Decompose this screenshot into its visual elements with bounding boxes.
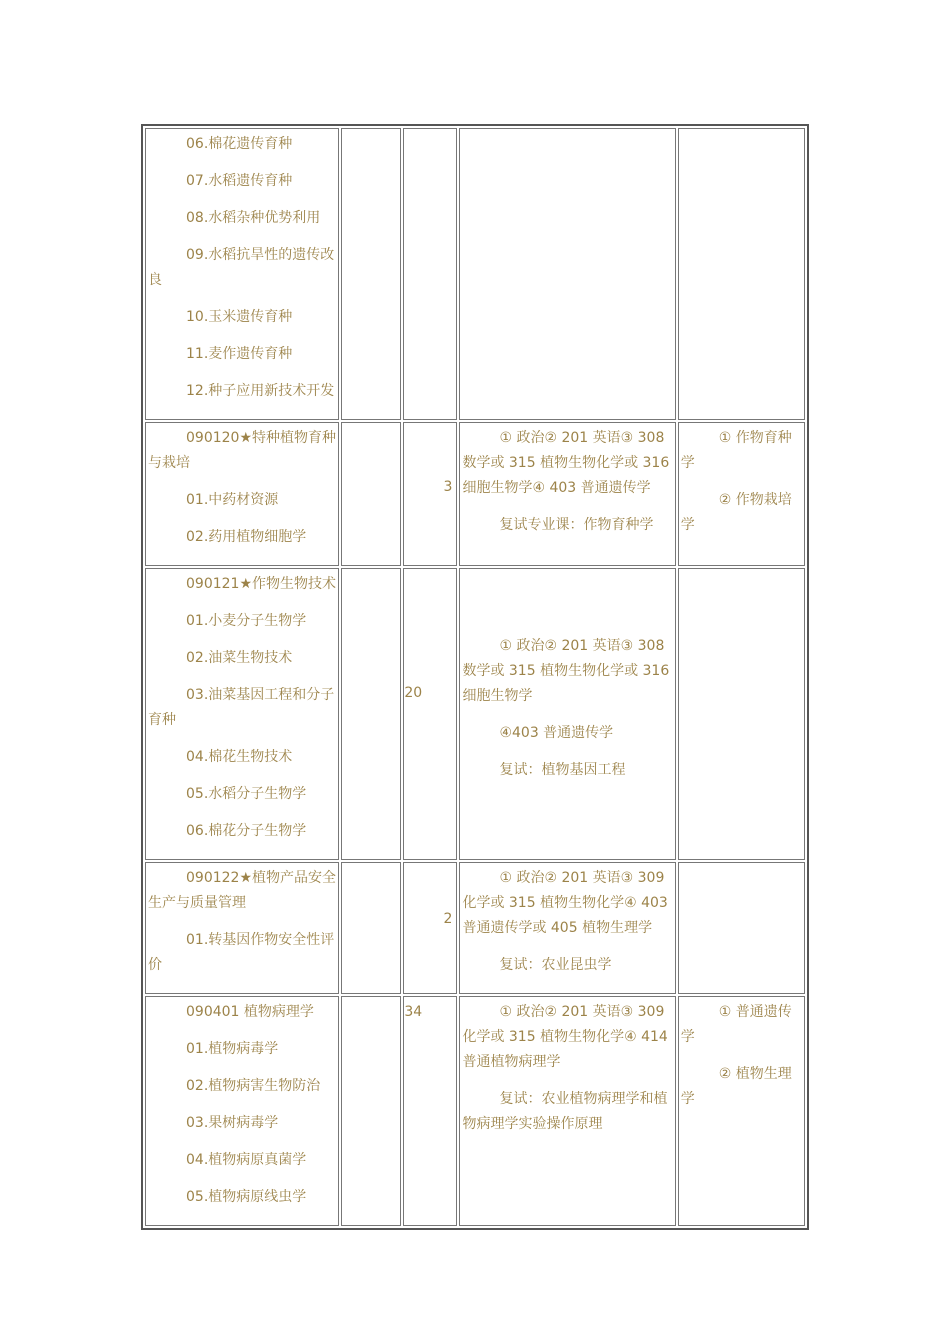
quota-cell xyxy=(403,128,457,420)
notes-cell xyxy=(678,568,805,860)
quota-value: 34 xyxy=(404,1004,423,1020)
direction-item: 06.棉花遗传育种 xyxy=(186,136,293,152)
exam-subjects-cell xyxy=(459,862,675,994)
direction-item: 02.植物病害生物防治 xyxy=(186,1078,321,1094)
exam-subjects-text: ① 政治② 201 英语③ 309 化学或 315 植物生物化学④ 403 普通遗传学或 405 植物生理学 xyxy=(462,870,668,936)
direction-item: 04.棉花生物技术 xyxy=(186,749,293,765)
table-row xyxy=(145,128,805,420)
major-title: 090121★作物生物技术 xyxy=(186,576,336,592)
reference-book: ① 普通遗传学 xyxy=(680,1004,792,1045)
exam-subjects-text: ① 政治② 201 英语③ 309 化学或 315 植物生物化学④ 414 普通植物病理学 xyxy=(462,1004,668,1070)
direction-item: 01.转基因作物安全性评价 xyxy=(148,932,335,973)
notes-cell xyxy=(678,996,805,1226)
direction-item: 01.小麦分子生物学 xyxy=(186,613,307,629)
major-cell xyxy=(145,128,339,420)
exam-subjects-cell xyxy=(459,422,675,566)
quota-value: 3 xyxy=(443,479,453,495)
direction-item: 07.水稻遗传育种 xyxy=(186,173,293,189)
empty-cell xyxy=(341,128,401,420)
direction-item: 10.玉米遗传育种 xyxy=(186,309,293,325)
exam-subjects-cell xyxy=(459,996,675,1226)
direction-item: 06.棉花分子生物学 xyxy=(186,823,307,839)
major-title: 090401 植物病理学 xyxy=(186,1004,314,1020)
direction-item: 12.种子应用新技术开发 xyxy=(186,383,335,399)
reference-book: ① 作物育种学 xyxy=(680,430,792,471)
retest-text: 复试：农业昆虫学 xyxy=(499,957,612,973)
direction-item: 08.水稻杂种优势利用 xyxy=(186,210,321,226)
major-title: 090120★特种植物育种与栽培 xyxy=(148,430,336,471)
enrollment-table xyxy=(141,124,809,1230)
notes-cell xyxy=(678,128,805,420)
retest-text: 复试：农业植物病理学和植物病理学实验操作原理 xyxy=(462,1091,668,1132)
empty-cell xyxy=(341,862,401,994)
reference-book: ② 作物栽培学 xyxy=(680,492,792,533)
direction-item: 05.植物病原线虫学 xyxy=(186,1189,307,1205)
major-cell xyxy=(145,862,339,994)
exam-subjects-cell xyxy=(459,568,675,860)
direction-item: 01.植物病毒学 xyxy=(186,1041,279,1057)
table-row xyxy=(145,996,805,1226)
table-row xyxy=(145,568,805,860)
direction-item: 02.油菜生物技术 xyxy=(186,650,293,666)
major-cell xyxy=(145,996,339,1226)
table-row xyxy=(145,862,805,994)
quota-value: 20 xyxy=(404,685,423,701)
direction-item: 04.植物病原真菌学 xyxy=(186,1152,307,1168)
quota-cell xyxy=(403,568,457,860)
quota-cell xyxy=(403,862,457,994)
direction-item: 01.中药材资源 xyxy=(186,492,279,508)
direction-item: 03.果树病毒学 xyxy=(186,1115,279,1131)
direction-item: 11.麦作遗传育种 xyxy=(186,346,293,362)
notes-cell xyxy=(678,422,805,566)
empty-cell xyxy=(341,996,401,1226)
table-row xyxy=(145,422,805,566)
major-title: 090122★植物产品安全生产与质量管理 xyxy=(148,870,336,911)
direction-item: 02.药用植物细胞学 xyxy=(186,529,307,545)
reference-book: ② 植物生理学 xyxy=(680,1066,792,1107)
major-cell xyxy=(145,568,339,860)
direction-item: 03.油菜基因工程和分子育种 xyxy=(148,687,335,728)
direction-item: 05.水稻分子生物学 xyxy=(186,786,307,802)
empty-cell xyxy=(341,422,401,566)
exam-subjects-cell xyxy=(459,128,675,420)
retest-text: 复试专业课：作物育种学 xyxy=(499,517,654,533)
empty-cell xyxy=(341,568,401,860)
quota-cell xyxy=(403,422,457,566)
major-cell xyxy=(145,422,339,566)
retest-text: 复试：植物基因工程 xyxy=(499,762,626,778)
quota-value: 2 xyxy=(443,911,453,927)
exam-subjects-text: ④403 普通遗传学 xyxy=(499,725,614,741)
quota-cell xyxy=(403,996,457,1226)
exam-subjects-text: ① 政治② 201 英语③ 308 数学或 315 植物生物化学或 316 细胞生物学 xyxy=(462,638,670,704)
notes-cell xyxy=(678,862,805,994)
exam-subjects-text: ① 政治② 201 英语③ 308 数学或 315 植物生物化学或 316 细胞生物学④ 403 普通遗传学 xyxy=(462,430,670,496)
direction-item: 09.水稻抗旱性的遗传改良 xyxy=(148,247,335,288)
